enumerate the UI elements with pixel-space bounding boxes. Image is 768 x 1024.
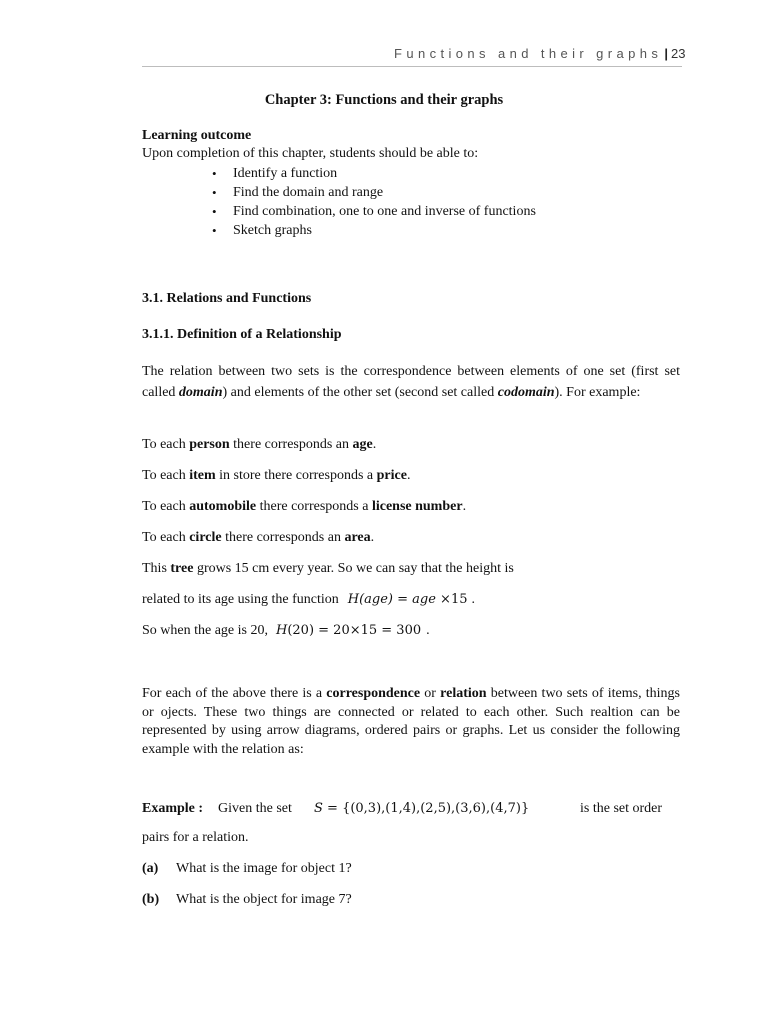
running-header [394,46,685,61]
example-term: license number [371,499,463,514]
formula-tail: ×15 [435,592,468,607]
formula-period: . [426,623,430,638]
formula-lhs: H(age) [347,592,393,607]
example-text: To each [142,468,190,483]
running-title: Functions and their graphs [394,46,663,61]
formula-period: . [471,592,475,607]
definition-text-3: ). For example: [554,385,641,400]
example-label [142,801,203,817]
list-item: • Find combination, one to one and inverse of functions [212,202,536,221]
formula-evaluation: (20) = 20×15 = 300 [287,623,422,638]
paragraph-text: between two sets of items, things or ojects. These two things are connected or related to each other. Such realtion can be represented by using arrow diagrams, ordered pairs or graphs. Let us consider the following example with the relation as: [142,686,680,757]
tree-text: This [142,561,171,576]
chapter-title: Chapter 3: Functions and their graphs [264,92,504,108]
example-text: . [462,499,467,514]
tree-sentence [142,561,514,577]
set-expression [314,801,529,817]
example-heading: Example : [142,801,204,816]
subsection-heading: 3.1.1. Definition of a Relationship [142,327,342,342]
example-text: . [372,437,377,452]
example-line-person [142,437,376,453]
definition-text-2: ) and elements of the other set (second set called [222,385,498,400]
question-label: (b) [142,892,160,907]
term-correspondence: correspondence [326,686,421,701]
example-after: is the set order [580,801,663,816]
example-term: price [376,468,407,483]
set-value: = {(0,3),(1,4),(2,5),(3,6),(4,7)} [322,801,530,816]
question-label: (a) [142,861,159,876]
example-term: person [189,437,230,452]
section-heading: 3.1. Relations and Functions [142,291,312,306]
header-separator: | [664,46,668,61]
term-codomain: codomain [497,385,555,400]
question-b [142,892,352,908]
set-variable: S [314,801,323,816]
list-item: • Sketch graphs [212,221,536,240]
tree-text: grows 15 cm every year. So we can say that the height is [193,561,514,576]
example-text: there corresponds an [229,437,353,452]
example-line-automobile [142,499,466,515]
example-term: item [189,468,216,483]
formula-rhs: age [412,592,436,607]
example-text: To each [142,499,190,514]
learning-outcome-list [212,164,536,240]
example-line-circle [142,530,374,546]
paragraph-text: For each of the above there is a [142,686,327,701]
question-a [142,861,352,877]
learning-outcome-heading: Learning outcome [142,128,252,143]
tree-evaluation-line [142,623,430,639]
example-term: circle [189,530,222,545]
formula-h: H [275,623,288,638]
tree-function-line [142,592,475,608]
example-text: . [370,530,375,545]
list-item: • Identify a function [212,164,536,183]
example-term: automobile [189,499,257,514]
definition-text-1: The relation between two sets is the correspondence between elements of one set (first set called [142,364,680,400]
question-text: What is the image for object 1? [176,861,352,876]
list-item: • Find the domain and range [212,183,536,202]
tree-term: tree [170,561,194,576]
example-text: there corresponds a [256,499,372,514]
tree-text: related to its age using the function [142,592,339,607]
term-relation: relation [440,686,487,701]
example-text: To each [142,530,190,545]
example-text: . [406,468,411,483]
definition-paragraph [142,361,680,403]
example-line-item [142,468,410,484]
page-number: 23 [670,46,686,61]
learning-outcome-intro: Upon completion of this chapter, students should be able to: [142,146,479,161]
header-rule [142,66,682,67]
tree-text: So when the age is 20, [142,623,268,638]
example-term: area [344,530,371,545]
question-text: What is the object for image 7? [176,892,352,907]
example-text: To each [142,437,190,452]
formula-equals: = [392,592,413,607]
example-text: in store there corresponds a [215,468,377,483]
term-domain: domain [178,385,223,400]
example-term: age [352,437,373,452]
example-given: Given the set [218,801,292,816]
correspondence-paragraph [142,685,680,759]
paragraph-text: or [420,686,441,701]
example-text: there corresponds an [221,530,345,545]
example-line-2: pairs for a relation. [142,830,249,845]
